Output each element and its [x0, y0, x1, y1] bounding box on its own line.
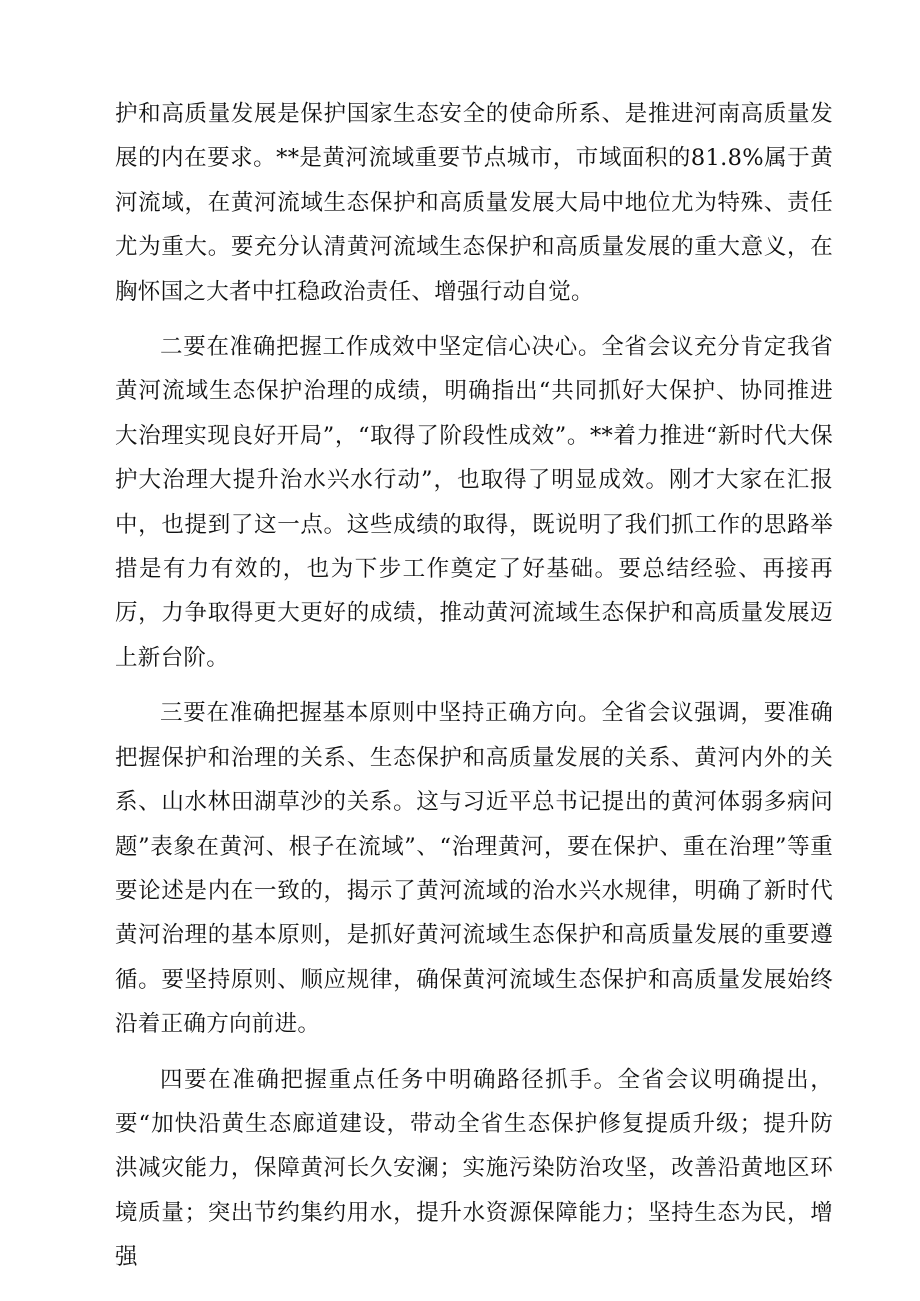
document-body	[115, 92, 833, 1291]
paragraph-point-four: 四要在准确把握重点任务中明确路径抓手。全省会议明确提出，要“加快沿黄生态廊道建设，带动全省生态保护修复提质升级；提升防洪减灾能力，保障黄河长久安澜；实施污染防治攻坚，改善沿黄地区环境质量；突出节约集约用水，提升水资源保障能力；坚持生态为民，增强	[115, 1066, 833, 1271]
paragraph-point-two: 二要在准确把握工作成效中坚定信心决心。全省会议充分肯定我省黄河流域生态保护治理的成绩，明确指出“共同抓好大保护、协同推进大治理实现良好开局”，“取得了阶段性成效”。**着力推进“新时代大保护大治理大提升治水兴水行动”，也取得了明显成效。刚才大家在汇报中，也提到了这一点。这些成绩的取得，既说明了我们抓工作的思路举措是有力有效的，也为下步工作奠定了好基础。要总结经验、再接再厉，力争取得更大更好的成绩，推动黄河流域生态保护和高质量发展迈上新台阶。	[115, 334, 833, 671]
paragraph-continuation: 护和高质量发展是保护国家生态安全的使命所系、是推进河南高质量发展的内在要求。**是黄河流域重要节点城市，市域面积的81.8%属于黄河流域，在黄河流域生态保护和高质量发展大局中地位尤为特殊、责任尤为重大。要充分认清黄河流域生态保护和高质量发展的重大意义，在胸怀国之大者中扛稳政治责任、增强行动自觉。	[115, 101, 833, 305]
paragraph-point-three: 三要在准确把握基本原则中坚持正确方向。全省会议强调，要准确把握保护和治理的关系、生态保护和高质量发展的关系、黄河内外的关系、山水林田湖草沙的关系。这与习近平总书记提出的黄河体弱多病问题”表象在黄河、根子在流域”、“治理黄河，要在保护、重在治理”等重要论述是内在一致的，揭示了黄河流域的治水兴水规律，明确了新时代黄河治理的基本原则，是抓好黄河流域生态保护和高质量发展的重要遵循。要坚持原则、顺应规律，确保黄河流域生态保护和高质量发展始终沿着正确方向前进。	[115, 700, 833, 1038]
